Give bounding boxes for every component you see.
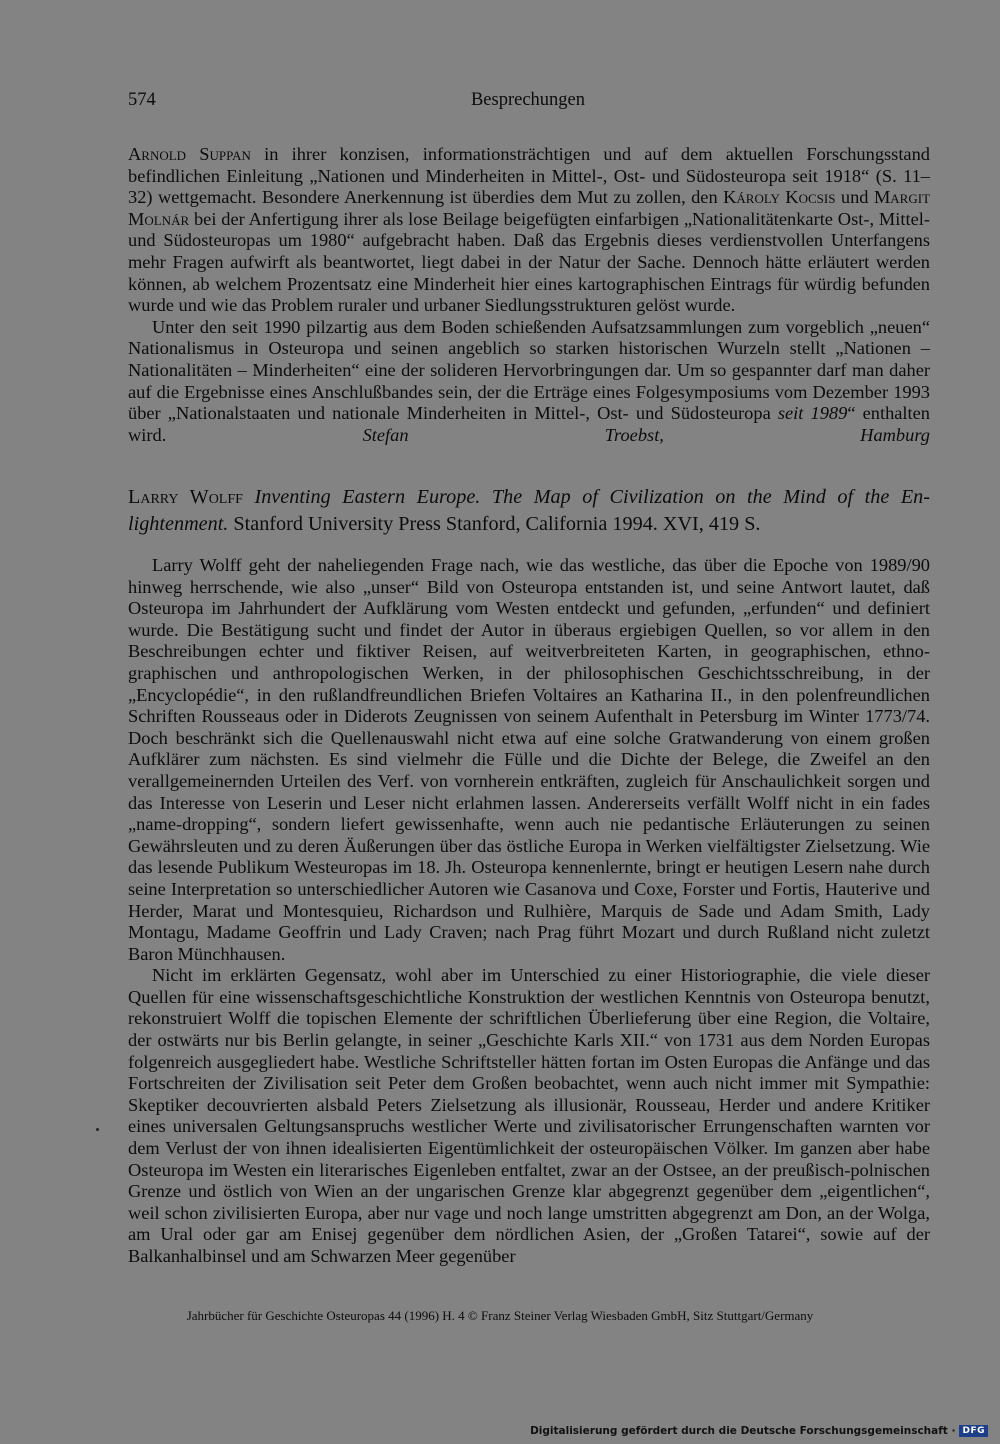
author-name: Margit Molnár [128,187,931,229]
page-header [128,90,928,118]
review-bibliography-heading [128,484,930,538]
running-head: Besprechungen [470,90,586,110]
dfg-logo-icon: DFG [959,1425,988,1437]
credit-text: Digitalisierung gefördert durch die Deutsche Forschungsgemeinschaft · [530,1425,956,1437]
reviewer-signature: Stefan Troebst, Hamburg [362,424,930,445]
reviewed-author: Larry Wolff [128,486,243,508]
paragraph: Nicht im erklärten Gegensatz, wohl aber im Unterschied zu einer Historiographie, die viele dieser Quellen für eine wissenschaftsgeschichtliche Konstruktion der westlichen Kenntnis von Osteuropa benutzt, rekonstruiert Wolff die topischen Elemente der schriftlichen Überlieferung über eine Region, die Voltaire, der ostwärts nur bis Berlin gelangte, in seiner „Geschichte Karls XII.“ von 1731 aus dem Norden Europas folgenreich ausgegliedert habe. Westliche Schriftsteller hätten fortan im Osten Europas die Anfänge und das Fortschreiten der Zivilisation seit Peter dem Großen beobachtet, wenn auch nicht immer mit Sympathie: Skeptiker decouvrierten alsbald Peters Zielsetzung als illusionär, Rousseau, Herder und andere Kritiker eines universalen Geltungsanspruchs westlicher Werte und zivilisatorischer Errungenschaften warnten vor dem Verlust der von ihnen idealisierten Eigentümlichkeit der osteuropäischen Völker. Im ganzen aber habe Osteuropa im Westen ein literarisches Eigenleben entfaltet, zwar an der Ostsee, an der preußisch-polnischen Grenze und östlich von Wien an der ungarischen Grenze klar abgegrenzt gegenüber dem „eigentlichen“, weil schon zivilisierten Europa, aber nur vage und noch lange umstritten abgegrenzt am Don, an der Wolga, am Ural oder gar am Enisej gegenüber dem nördlichen Asien, der „Großen Tatarei“, sowie auf der Balkanhalbinsel und am Schwarzen Meer gegenüber [128,965,930,1266]
publisher-info: Stanford University Press Stanford, California 1994. XVI, 419 S. [228,513,761,535]
previous-review-ending [128,144,930,446]
journal-footer: Jahrbücher für Geschichte Osteuropas 44 (1996) H. 4 © Franz Steiner Verlag Wiesbaden GmbH, Sitz Stuttgart/Germany [186,1308,814,1323]
paragraph: Arnold Suppan in ihrer konzisen, informationsträchtigen und auf dem aktuellen Forschungsstand befindlichen Einleitung „Nationen und Minderheiten in Mittel-, Ost- und Südosteuropa seit 1918“ (S. 11–32) wettgemacht. Besondere Anerkennung ist überdies dem Mut zu zollen, den Károly Kocsis und Margit Molnár bei der Anfertigung ihrer als lose Beilage beigefügten einfarbigen „Nationalitätenkarte Ost-, Mittel- und Südosteuropas um 1980“ aufgebracht haben. Daß das Ergebnis dieses verdienstvollen Unterfangens mehr Fragen aufwirft als beantwortet, liegt dabei in der Natur der Sache. Dennoch hätte erläutert werden können, ab welchem Prozentsatz eine Minderheit hier eines kartographischen Eintrags für würdig befunden wurde und wie das Problem ruraler und urbaner Siedlungsstrukturen gelöst wurde. [128,144,931,316]
digitization-credit [530,1425,988,1437]
author-name: Arnold Suppan [128,144,251,164]
page-number: 574 [128,90,156,110]
author-name: Károly Kocsis [723,187,836,208]
paragraph: Unter den seit 1990 pilzartig aus dem Boden schießenden Aufsatzsammlungen zum vorgeblich „neuen“ Nationalismus in Osteuropa und seinen angeblich so starken historischen Wurzeln stellt „Nationen – Nationalitäten – Minderheiten“ eine der solideren Hervorbringungen dar. Um so gespannter darf man daher auf die Ergebnisse eines Anschlußbandes sein, der die Erträge eines Folgesymposiums vom Dezember 1993 über „Nationalstaaten und nationale Minderheiten in Mittel-, Ost- und Südosteuropa seit 1989“ enthalten wird. Stefan Troebst, Hamburg [128,316,930,445]
review-body [128,555,930,1268]
reviewed-title: Inventing Eastern Europe. The Map of Civilization on the Mind of the Enlightenment. [128,486,930,535]
scan-speck [96,1128,99,1131]
paragraph: Larry Wolff geht der naheliegenden Frage nach, wie das westliche, das über die Epoche von 1989/90 hinweg herrschende, wie also „unser“ Bild von Osteuropa entstanden ist, und seine Antwort lautet, daß Osteuropa im Jahrhundert der Aufklärung vom Westen entdeckt und gefunden, „erfunden“ und definiert wurde. Die Bestätigung sucht und findet der Autor in überaus ergiebigen Quellen, so vor allem in den Beschreibungen echter und fiktiver Reisen, auf weitverbreiteten Karten, in geographischen, ethnographischen und anthropologischen Werken, in der philosophischen Geschichtsschreibung, in der „Encyclopédie“, in den rußlandfreundlichen Briefen Voltaires an Katharina II., in den polenfreundlichen Schriften Rousseaus oder in Diderots Zeugnissen von seinem Aufenthalt in Petersburg im Winter 1773/74. Doch beschränkt sich die Quellenauswahl nicht etwa auf eine solche Gratwanderung von einem großen Aufklärer zum nächsten. Es sind vielmehr die Fülle und die Dichte der Belege, die Zweifel an den verallgemeinernden Urteilen des Verf. von vornherein entkräften, zugleich für Anschaulichkeit sorgen und das Interesse von Leserin und Leser nicht erlahmen lassen. Andererseits verfällt Wolff nicht in ein fades „name-dropping“, sondern liefert gewissenhafte, wenn auch nie pedantische Erläuterungen zu seinen Gewährsleuten und zu deren Äußerungen über das östliche Europa in Werken vielfältigster Zielsetzung. Wie das lesende Publikum Westeuropas im 18. Jh. Osteuropa kennenlernte, bringt er heutigen Lesern nahe durch seine Interpretation so unterschiedlicher Autoren wie Casanova und Coxe, Forster und Fortis, Hauterive und Herder, Marat und Montesquieu, Richardson und Rulhière, Marquis de Sade und Adam Smith, Lady Montagu, Madame Geoffrin und Lady Craven; nach Prag führt Mozart und durch Rußland nicht zuletzt Baron Münchhausen. [128,555,930,964]
